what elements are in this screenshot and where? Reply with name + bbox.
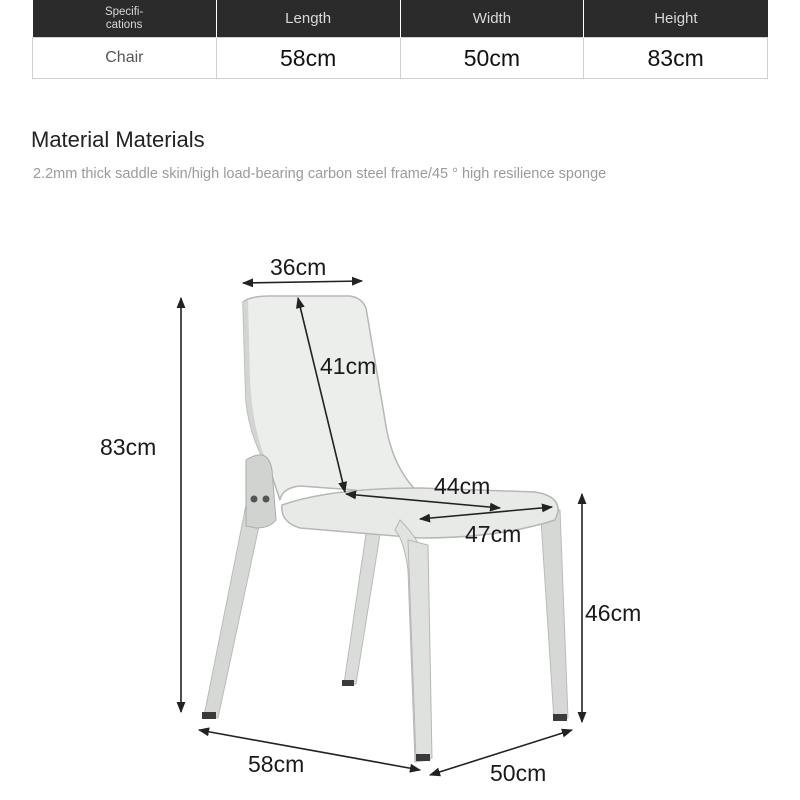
header-spec-line-2: cations: [105, 18, 143, 31]
back-width-line: [243, 281, 362, 283]
chair-side-bracket: [246, 455, 276, 528]
label-width: 50cm: [490, 760, 547, 786]
chair-foot-4: [342, 680, 354, 686]
materials-description: 2.2mm thick saddle skin/high load-bearing carbon steel frame/45 ° high resilience sponge: [33, 166, 607, 182]
spec-table: [32, 0, 768, 79]
cell-length: 58cm: [216, 38, 400, 79]
label-total-height: 83cm: [100, 434, 157, 460]
label-back-width: 36cm: [270, 254, 327, 280]
chair-foot-3: [416, 754, 430, 761]
header-height: Height: [584, 0, 768, 38]
chair-foot-2: [553, 714, 567, 721]
chair-foot-1: [202, 712, 216, 719]
cell-width: 50cm: [400, 38, 584, 79]
spec-header-row: [33, 0, 768, 38]
header-spec-line-1: Specifi-: [104, 5, 144, 18]
chair-back-left-leg: [204, 505, 262, 718]
label-seat-height: 46cm: [585, 600, 642, 626]
header-specifications: [33, 0, 217, 38]
label-seat-width: 47cm: [465, 521, 522, 547]
chair-front-left-leg: [408, 540, 432, 760]
chair-back-right-leg: [344, 520, 382, 684]
chair-dimension-diagram: [0, 220, 800, 800]
label-seat-depth: 44cm: [434, 473, 491, 499]
header-width: Width: [400, 0, 584, 38]
row-name: Chair: [33, 38, 217, 79]
label-length: 58cm: [248, 751, 305, 777]
header-length: Length: [216, 0, 400, 38]
chair-bolt-2: [263, 496, 270, 503]
chair-bolt-1: [251, 496, 258, 503]
materials-title: Material Materials: [31, 127, 205, 152]
chair-front-right-leg: [540, 505, 568, 720]
length-line: [199, 730, 420, 770]
label-back-height: 41cm: [320, 353, 377, 379]
spec-row-chair: [33, 38, 768, 79]
cell-height: 83cm: [584, 38, 768, 79]
